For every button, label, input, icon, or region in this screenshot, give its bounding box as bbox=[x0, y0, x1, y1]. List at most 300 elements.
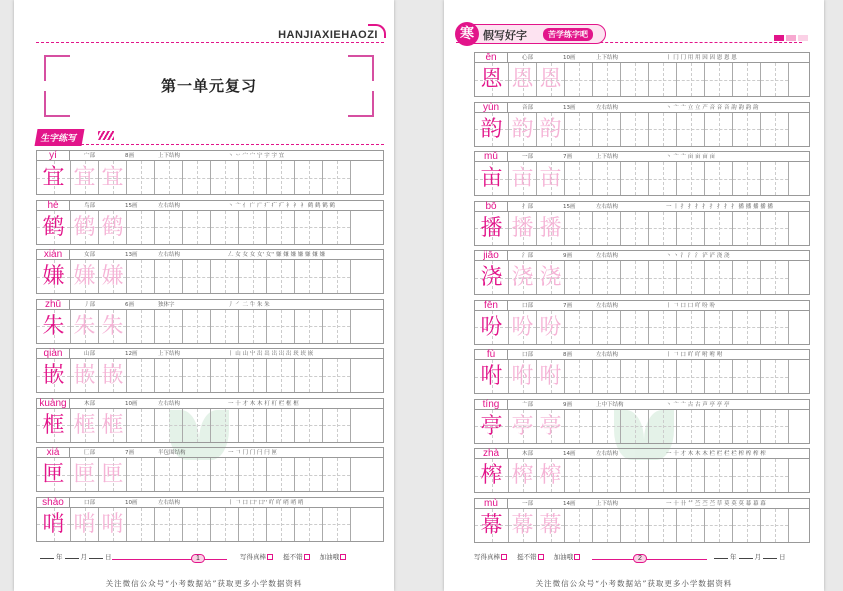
writing-box[interactable] bbox=[475, 509, 509, 542]
writing-box[interactable] bbox=[733, 113, 761, 146]
writing-box[interactable] bbox=[323, 211, 351, 244]
writing-box[interactable] bbox=[267, 260, 295, 293]
writing-box[interactable] bbox=[211, 409, 239, 442]
writing-box[interactable] bbox=[537, 311, 565, 344]
writing-box[interactable] bbox=[155, 310, 183, 343]
radical-label: 一部 bbox=[522, 500, 534, 507]
writing-box[interactable] bbox=[155, 508, 183, 541]
writing-box[interactable] bbox=[705, 261, 733, 294]
writing-box[interactable] bbox=[295, 161, 323, 194]
writing-box[interactable] bbox=[155, 161, 183, 194]
writing-box[interactable] bbox=[211, 310, 239, 343]
writing-box[interactable] bbox=[323, 359, 351, 392]
writing-box[interactable] bbox=[127, 508, 155, 541]
writing-box[interactable] bbox=[211, 211, 239, 244]
stroke-order: 丨 𠃍 口 口 吖 吩 吩 bbox=[666, 302, 715, 309]
page-number: 2 bbox=[633, 554, 647, 563]
writing-grid bbox=[474, 113, 810, 147]
writing-box[interactable] bbox=[295, 359, 323, 392]
practice-row bbox=[36, 398, 384, 443]
writing-box[interactable] bbox=[475, 261, 509, 294]
writing-box[interactable] bbox=[649, 113, 677, 146]
writing-box[interactable] bbox=[761, 509, 789, 542]
writing-grid bbox=[474, 360, 810, 394]
writing-grid bbox=[474, 162, 810, 196]
writing-box[interactable] bbox=[593, 509, 621, 542]
structure-label: 上中下结构 bbox=[596, 401, 624, 408]
writing-box[interactable] bbox=[761, 113, 789, 146]
writing-box[interactable] bbox=[183, 508, 211, 541]
writing-box[interactable] bbox=[295, 260, 323, 293]
decor-square bbox=[786, 35, 796, 41]
stroke-order: 丨 𠃍 口 口' 口'' 吖 吖 哨 哨 哨 bbox=[228, 499, 304, 506]
writing-box[interactable] bbox=[649, 63, 677, 96]
writing-box[interactable] bbox=[649, 509, 677, 542]
writing-box[interactable] bbox=[239, 161, 267, 194]
writing-box[interactable] bbox=[475, 459, 509, 492]
rating-checkboxes: 写得真棒 挺不错 加油哦 bbox=[474, 552, 582, 561]
section-divider bbox=[36, 144, 384, 145]
writing-box[interactable] bbox=[565, 113, 593, 146]
char-info bbox=[508, 300, 810, 311]
pinyin-label: jiāo bbox=[474, 250, 508, 261]
writing-box[interactable] bbox=[267, 211, 295, 244]
writing-box[interactable] bbox=[239, 508, 267, 541]
writing-box[interactable] bbox=[211, 458, 239, 491]
writing-box[interactable] bbox=[565, 261, 593, 294]
writing-box[interactable] bbox=[71, 359, 99, 392]
writing-box[interactable] bbox=[565, 311, 593, 344]
writing-box[interactable] bbox=[509, 63, 537, 96]
writing-box[interactable] bbox=[733, 63, 761, 96]
writing-box[interactable] bbox=[733, 509, 761, 542]
writing-box[interactable] bbox=[183, 409, 211, 442]
writing-box[interactable] bbox=[733, 162, 761, 195]
stroke-order: 丿 ㇒ 二 牛 朱 朱 bbox=[228, 301, 270, 308]
writing-box[interactable] bbox=[127, 161, 155, 194]
writing-box[interactable] bbox=[267, 409, 295, 442]
writing-box[interactable] bbox=[705, 459, 733, 492]
char-info bbox=[70, 348, 384, 359]
writing-box[interactable] bbox=[565, 63, 593, 96]
writing-box[interactable] bbox=[761, 261, 789, 294]
writing-box[interactable] bbox=[761, 459, 789, 492]
writing-box[interactable] bbox=[323, 508, 351, 541]
writing-grid bbox=[36, 211, 384, 245]
model-char: 播 bbox=[480, 215, 503, 241]
writing-box[interactable] bbox=[761, 360, 789, 393]
checkbox-good[interactable] bbox=[501, 554, 507, 560]
writing-box[interactable] bbox=[183, 161, 211, 194]
writing-box[interactable] bbox=[593, 212, 621, 245]
writing-box[interactable] bbox=[99, 508, 127, 541]
writing-box[interactable] bbox=[733, 459, 761, 492]
writing-box[interactable] bbox=[705, 113, 733, 146]
writing-box[interactable] bbox=[127, 260, 155, 293]
writing-box[interactable] bbox=[323, 458, 351, 491]
writing-box[interactable] bbox=[621, 212, 649, 245]
writing-grid bbox=[474, 261, 810, 295]
writing-box[interactable] bbox=[267, 161, 295, 194]
checkbox-good[interactable] bbox=[267, 554, 273, 560]
writing-box[interactable] bbox=[267, 310, 295, 343]
badge-text: 假写好字 bbox=[483, 29, 527, 42]
model-char: 朱 bbox=[42, 313, 65, 339]
stroke-order: 丶 亠 亻 广 广 疒 疒 疒 衤 衤 衤 鹤 鹤 鹤 鹤 bbox=[228, 202, 335, 209]
writing-box[interactable] bbox=[677, 360, 705, 393]
writing-box[interactable] bbox=[37, 359, 71, 392]
writing-box[interactable] bbox=[733, 261, 761, 294]
writing-box[interactable] bbox=[71, 458, 99, 491]
stroke-order: 一 十 才 木 木 木 栏 栏 栏 栏 榨 榨 榨 榨 bbox=[666, 451, 766, 457]
writing-box[interactable] bbox=[211, 260, 239, 293]
writing-box[interactable] bbox=[593, 410, 621, 443]
writing-grid bbox=[36, 458, 384, 492]
writing-box[interactable] bbox=[621, 459, 649, 492]
writing-box[interactable] bbox=[649, 162, 677, 195]
writing-box[interactable] bbox=[71, 260, 99, 293]
trace-char: 幕 bbox=[511, 512, 534, 538]
writing-box[interactable] bbox=[705, 311, 733, 344]
writing-box[interactable] bbox=[649, 212, 677, 245]
stroke-order: 丨 冂 冂 用 用 因 因 恩 恩 恩 bbox=[666, 55, 737, 61]
writing-grid bbox=[36, 161, 384, 195]
writing-box[interactable] bbox=[71, 409, 99, 442]
writing-box[interactable] bbox=[649, 459, 677, 492]
trace-char: 恩 bbox=[539, 67, 562, 92]
trace-char: 浇 bbox=[539, 265, 562, 290]
structure-label: 左右结构 bbox=[596, 203, 619, 210]
writing-box[interactable] bbox=[509, 212, 537, 245]
writing-box[interactable] bbox=[183, 211, 211, 244]
writing-box[interactable] bbox=[37, 310, 71, 343]
writing-box[interactable] bbox=[99, 409, 127, 442]
stroke-order: 一 十 卄 艹 苎 苎 苎 草 莫 莫 莫 幕 幕 幕 bbox=[666, 500, 766, 507]
writing-box[interactable] bbox=[155, 211, 183, 244]
writing-box[interactable] bbox=[677, 212, 705, 245]
writing-box[interactable] bbox=[183, 359, 211, 392]
writing-box[interactable] bbox=[239, 359, 267, 392]
writing-box[interactable] bbox=[71, 508, 99, 541]
writing-box[interactable] bbox=[127, 211, 155, 244]
writing-box[interactable] bbox=[475, 113, 509, 146]
writing-box[interactable] bbox=[155, 359, 183, 392]
char-info bbox=[70, 200, 384, 211]
writing-box[interactable] bbox=[295, 211, 323, 244]
model-char: 哨 bbox=[42, 511, 65, 537]
writing-box[interactable] bbox=[649, 360, 677, 393]
writing-box[interactable] bbox=[537, 360, 565, 393]
writing-box[interactable] bbox=[475, 410, 509, 443]
writing-box[interactable] bbox=[677, 162, 705, 195]
tag-stripes-icon bbox=[98, 131, 114, 140]
writing-box[interactable] bbox=[593, 261, 621, 294]
char-info bbox=[70, 249, 384, 260]
structure-label: 左右结构 bbox=[596, 451, 619, 457]
writing-box[interactable] bbox=[37, 211, 71, 244]
model-char: 嵌 bbox=[42, 363, 65, 388]
writing-box[interactable] bbox=[761, 311, 789, 344]
stroke-order: 丶 亠 亠 立 立 产 音 音 音 韵 韵 韵 韵 bbox=[666, 104, 759, 111]
writing-box[interactable] bbox=[37, 508, 71, 541]
page-number-line bbox=[592, 559, 707, 560]
writing-box[interactable] bbox=[99, 161, 127, 194]
writing-box[interactable] bbox=[37, 260, 71, 293]
writing-box[interactable] bbox=[183, 310, 211, 343]
writing-box[interactable] bbox=[621, 360, 649, 393]
writing-box[interactable] bbox=[239, 260, 267, 293]
writing-box[interactable] bbox=[705, 509, 733, 542]
writing-box[interactable] bbox=[705, 162, 733, 195]
page-number-line bbox=[112, 559, 227, 560]
checkbox-try[interactable] bbox=[340, 554, 346, 560]
writing-box[interactable] bbox=[649, 261, 677, 294]
writing-box[interactable] bbox=[37, 161, 71, 194]
writing-box[interactable] bbox=[677, 261, 705, 294]
stroke-order: 丨 𠃍 口 吖 吖 咐 咐 咐 bbox=[666, 352, 723, 358]
bottom-note: 关注微信公众号“小考数据站”获取更多小学数据资料 bbox=[105, 579, 303, 588]
writing-box[interactable] bbox=[761, 410, 789, 443]
writing-box[interactable] bbox=[239, 409, 267, 442]
writing-grid bbox=[36, 409, 384, 443]
writing-box[interactable] bbox=[677, 63, 705, 96]
writing-box[interactable] bbox=[183, 458, 211, 491]
structure-label: 上下结构 bbox=[596, 55, 619, 61]
writing-box[interactable] bbox=[537, 212, 565, 245]
stroke-count: 7画 bbox=[563, 302, 572, 309]
writing-box[interactable] bbox=[475, 63, 509, 96]
writing-box[interactable] bbox=[37, 409, 71, 442]
writing-box[interactable] bbox=[99, 260, 127, 293]
writing-box[interactable] bbox=[565, 360, 593, 393]
writing-box[interactable] bbox=[537, 261, 565, 294]
writing-box[interactable] bbox=[475, 311, 509, 344]
practice-row bbox=[474, 151, 810, 196]
writing-box[interactable] bbox=[127, 409, 155, 442]
writing-box[interactable] bbox=[537, 509, 565, 542]
checkbox-ok[interactable] bbox=[304, 554, 310, 560]
stroke-count: 14画 bbox=[563, 451, 576, 457]
pinyin-label: kuàng bbox=[36, 398, 70, 409]
writing-box[interactable] bbox=[475, 212, 509, 245]
radical-label: 口部 bbox=[522, 302, 534, 309]
structure-label: 左右结构 bbox=[596, 253, 619, 259]
pinyin-label: shào bbox=[36, 497, 70, 508]
writing-box[interactable] bbox=[509, 162, 537, 195]
trace-char: 朱 bbox=[73, 313, 96, 339]
header-pinyin-title: HANJIAXIEHAOZI bbox=[278, 29, 378, 41]
trace-char: 吩 bbox=[511, 314, 534, 340]
writing-box[interactable] bbox=[593, 360, 621, 393]
writing-box[interactable] bbox=[155, 458, 183, 491]
writing-box[interactable] bbox=[621, 261, 649, 294]
writing-box[interactable] bbox=[649, 311, 677, 344]
writing-box[interactable] bbox=[99, 458, 127, 491]
writing-box[interactable] bbox=[761, 63, 789, 96]
practice-row bbox=[474, 448, 810, 493]
writing-box[interactable] bbox=[565, 509, 593, 542]
char-info bbox=[70, 447, 384, 458]
writing-box[interactable] bbox=[705, 212, 733, 245]
writing-box[interactable] bbox=[649, 410, 677, 443]
structure-label: 左右结构 bbox=[596, 352, 619, 358]
stroke-count: 6画 bbox=[125, 301, 134, 308]
writing-box[interactable] bbox=[183, 260, 211, 293]
writing-box[interactable] bbox=[509, 410, 537, 443]
writing-box[interactable] bbox=[71, 211, 99, 244]
char-info bbox=[70, 299, 384, 310]
writing-box[interactable] bbox=[475, 162, 509, 195]
writing-box[interactable] bbox=[71, 161, 99, 194]
writing-box[interactable] bbox=[677, 113, 705, 146]
writing-box[interactable] bbox=[677, 509, 705, 542]
writing-box[interactable] bbox=[295, 458, 323, 491]
writing-box[interactable] bbox=[761, 162, 789, 195]
writing-box[interactable] bbox=[621, 113, 649, 146]
char-info bbox=[508, 151, 810, 162]
writing-box[interactable] bbox=[267, 508, 295, 541]
checkbox-ok[interactable] bbox=[538, 554, 544, 560]
pinyin-label: mǔ bbox=[474, 151, 508, 162]
writing-box[interactable] bbox=[267, 458, 295, 491]
stroke-count: 14画 bbox=[563, 500, 576, 507]
writing-box[interactable] bbox=[509, 311, 537, 344]
trace-char: 咐 bbox=[539, 364, 562, 389]
stroke-count: 12画 bbox=[125, 351, 138, 357]
radical-label: 女部 bbox=[84, 252, 96, 258]
writing-box[interactable] bbox=[127, 458, 155, 491]
writing-box[interactable] bbox=[295, 409, 323, 442]
stroke-order: 一 丨 扌 扌 扌 扌 扌 扌 扌 扌 播 播 播 播 播 bbox=[666, 203, 773, 210]
radical-label: 匚部 bbox=[84, 450, 96, 456]
writing-box[interactable] bbox=[509, 509, 537, 542]
writing-box[interactable] bbox=[677, 311, 705, 344]
writing-grid bbox=[36, 260, 384, 294]
writing-box[interactable] bbox=[621, 311, 649, 344]
writing-grid bbox=[474, 212, 810, 246]
writing-box[interactable] bbox=[211, 359, 239, 392]
left-page bbox=[14, 0, 394, 591]
badge-char: 寒 bbox=[455, 22, 479, 46]
writing-box[interactable] bbox=[621, 63, 649, 96]
trace-char: 哨 bbox=[73, 511, 96, 537]
writing-box[interactable] bbox=[509, 459, 537, 492]
practice-row bbox=[36, 150, 384, 195]
header-divider bbox=[36, 42, 384, 43]
writing-box[interactable] bbox=[733, 311, 761, 344]
writing-box[interactable] bbox=[621, 509, 649, 542]
writing-box[interactable] bbox=[155, 409, 183, 442]
writing-box[interactable] bbox=[565, 410, 593, 443]
writing-box[interactable] bbox=[99, 211, 127, 244]
writing-box[interactable] bbox=[593, 311, 621, 344]
pinyin-label: qiàn bbox=[36, 348, 70, 359]
writing-box[interactable] bbox=[99, 359, 127, 392]
trace-char: 宜 bbox=[101, 165, 124, 190]
trace-char: 幕 bbox=[539, 512, 562, 538]
writing-box[interactable] bbox=[509, 360, 537, 393]
writing-box[interactable] bbox=[705, 410, 733, 443]
writing-box[interactable] bbox=[509, 261, 537, 294]
writing-box[interactable] bbox=[99, 310, 127, 343]
writing-box[interactable] bbox=[295, 508, 323, 541]
writing-box[interactable] bbox=[565, 212, 593, 245]
model-char: 咐 bbox=[480, 364, 503, 389]
writing-box[interactable] bbox=[733, 212, 761, 245]
trace-char: 播 bbox=[539, 215, 562, 241]
writing-box[interactable] bbox=[621, 410, 649, 443]
writing-box[interactable] bbox=[509, 113, 537, 146]
writing-box[interactable] bbox=[239, 211, 267, 244]
writing-box[interactable] bbox=[621, 162, 649, 195]
char-info bbox=[508, 52, 810, 63]
writing-box[interactable] bbox=[537, 63, 565, 96]
writing-box[interactable] bbox=[537, 459, 565, 492]
checkbox-try[interactable] bbox=[574, 554, 580, 560]
writing-box[interactable] bbox=[733, 360, 761, 393]
writing-box[interactable] bbox=[127, 359, 155, 392]
writing-box[interactable] bbox=[593, 459, 621, 492]
pinyin-label: xiá bbox=[36, 447, 70, 458]
trace-char: 朱 bbox=[101, 313, 124, 339]
writing-box[interactable] bbox=[565, 162, 593, 195]
writing-box[interactable] bbox=[677, 410, 705, 443]
writing-box[interactable] bbox=[267, 359, 295, 392]
stroke-order: 𠃋 女 女 女 女' 女'' 嫌 嫌 嫌 嫌 嫌 嫌 嫌 bbox=[228, 252, 326, 258]
writing-box[interactable] bbox=[733, 410, 761, 443]
stroke-count: 10画 bbox=[125, 499, 138, 506]
stroke-count: 8画 bbox=[125, 153, 134, 159]
writing-box[interactable] bbox=[323, 260, 351, 293]
structure-label: 上下结构 bbox=[596, 500, 619, 507]
writing-box[interactable] bbox=[537, 162, 565, 195]
radical-label: 鸟部 bbox=[84, 202, 96, 209]
writing-box[interactable] bbox=[705, 63, 733, 96]
writing-box[interactable] bbox=[537, 410, 565, 443]
writing-box[interactable] bbox=[593, 113, 621, 146]
writing-box[interactable] bbox=[37, 458, 71, 491]
writing-box[interactable] bbox=[239, 310, 267, 343]
practice-row bbox=[474, 498, 810, 543]
writing-box[interactable] bbox=[593, 63, 621, 96]
model-char: 框 bbox=[42, 412, 65, 438]
writing-box[interactable] bbox=[323, 161, 351, 194]
writing-box[interactable] bbox=[295, 310, 323, 343]
char-info bbox=[508, 250, 810, 261]
writing-box[interactable] bbox=[323, 310, 351, 343]
writing-box[interactable] bbox=[239, 458, 267, 491]
practice-row bbox=[474, 201, 810, 246]
writing-box[interactable] bbox=[71, 310, 99, 343]
writing-box[interactable] bbox=[537, 113, 565, 146]
writing-box[interactable] bbox=[155, 260, 183, 293]
writing-box[interactable] bbox=[677, 459, 705, 492]
writing-box[interactable] bbox=[475, 360, 509, 393]
char-info bbox=[508, 448, 810, 459]
practice-row bbox=[474, 349, 810, 394]
writing-box[interactable] bbox=[211, 161, 239, 194]
writing-box[interactable] bbox=[211, 508, 239, 541]
writing-box[interactable] bbox=[565, 459, 593, 492]
writing-box[interactable] bbox=[127, 310, 155, 343]
writing-box[interactable] bbox=[593, 162, 621, 195]
writing-box[interactable] bbox=[705, 360, 733, 393]
trace-char: 匣 bbox=[73, 462, 96, 487]
writing-box[interactable] bbox=[323, 409, 351, 442]
model-char: 吩 bbox=[480, 314, 503, 340]
writing-box[interactable] bbox=[761, 212, 789, 245]
structure-label: 上下结构 bbox=[158, 153, 181, 159]
